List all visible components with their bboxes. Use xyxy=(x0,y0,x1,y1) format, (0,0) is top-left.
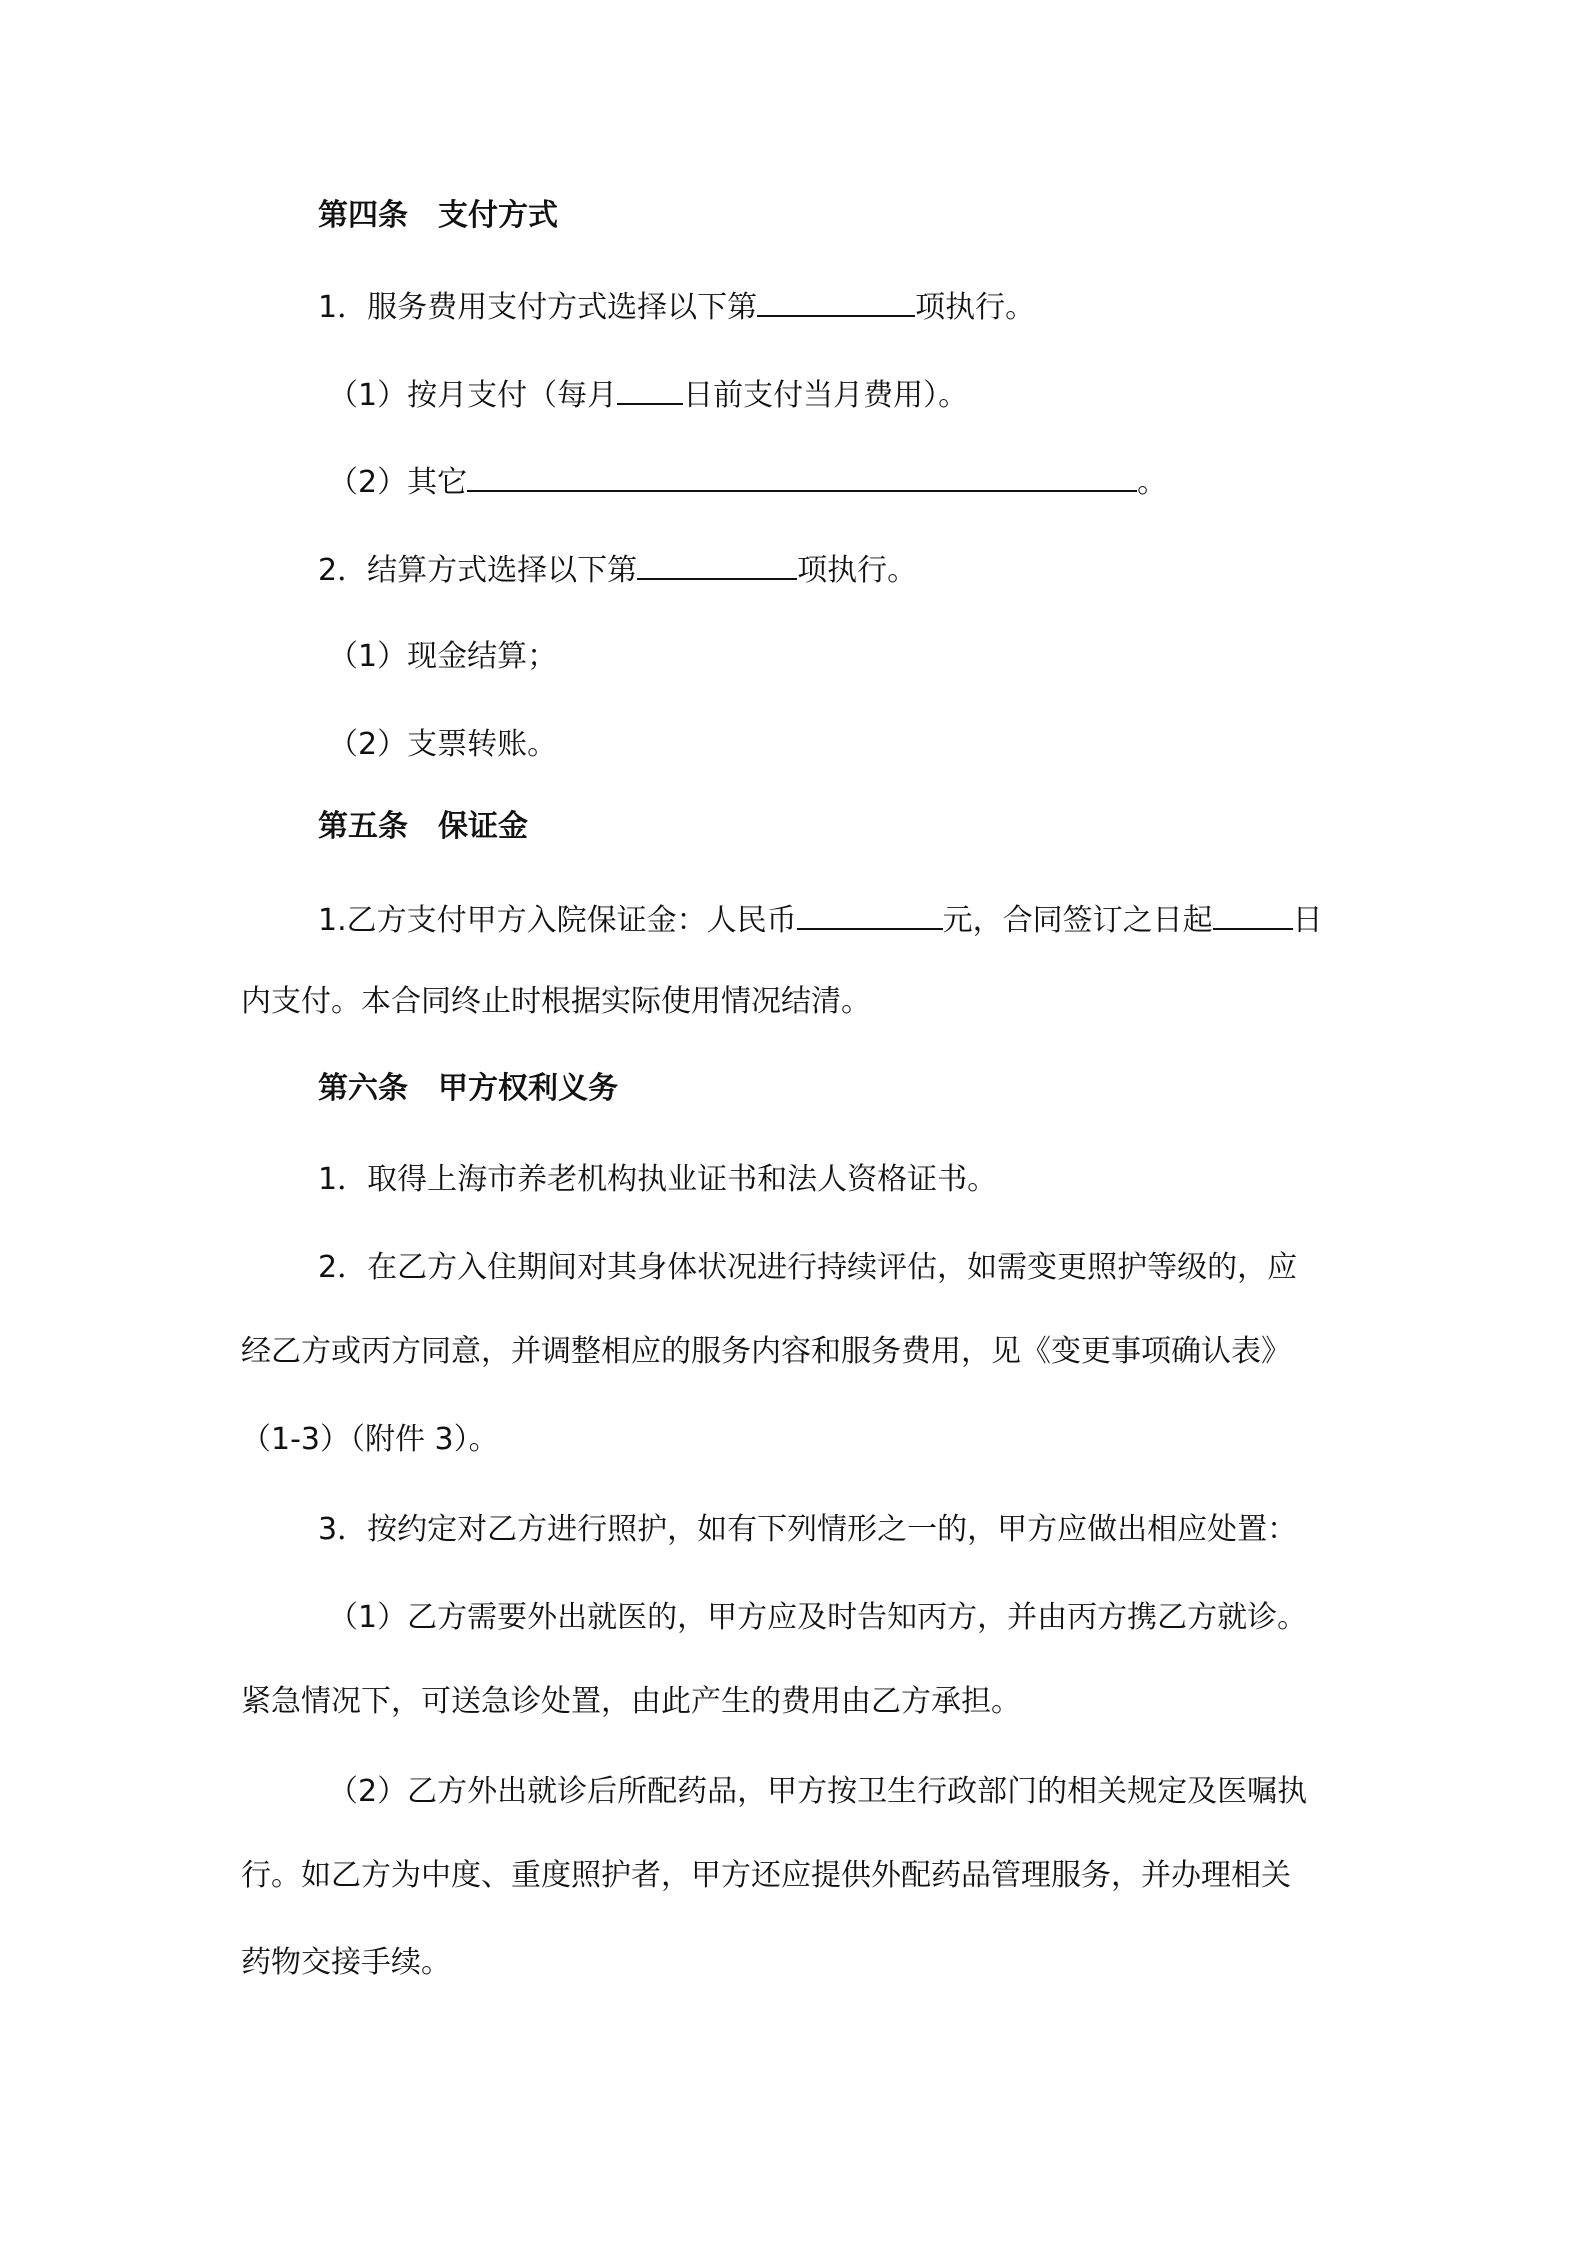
article-6-title: 第六条 甲方权利义务 xyxy=(318,1071,618,1106)
article-4-title: 第四条 支付方式 xyxy=(318,198,558,233)
article-4-option-3: （1）现金结算； xyxy=(328,639,558,674)
article-4-item-1 xyxy=(318,285,1035,330)
text: 日 xyxy=(1292,903,1323,938)
text: 日前支付当月费用）。 xyxy=(683,378,969,413)
article-6-item-2-line-1: 2．在乙方入住期间对其身体状况进行持续评估，如需变更照护等级的，应 xyxy=(318,1250,1298,1285)
article-6-item-2-line-2: 经乙方或丙方同意，并调整相应的服务内容和服务费用，见《变更事项确认表》 xyxy=(241,1334,1291,1369)
fill-blank[interactable] xyxy=(1213,898,1293,930)
article-4-option-2 xyxy=(328,460,1167,505)
article-4-option-4: （2）支票转账。 xyxy=(328,727,558,762)
fill-blank[interactable] xyxy=(467,460,1137,492)
text: 元，合同签订之日起 xyxy=(942,903,1213,938)
article-5-item-1-continued: 内支付。本合同终止时根据实际使用情况结清。 xyxy=(241,984,871,1019)
text: （2）其它 xyxy=(328,465,468,500)
article-6-item-1: 1．取得上海市养老机构执业证书和法人资格证书。 xyxy=(318,1162,998,1197)
fill-blank[interactable] xyxy=(757,285,915,317)
article-6-sub-2-line-1: （2）乙方外出就诊后所配药品，甲方按卫生行政部门的相关规定及医嘱执 xyxy=(328,1774,1308,1809)
text: 1.乙方支付甲方入院保证金：人民币 xyxy=(318,903,797,938)
article-6-item-2-line-3: （1-3）（附件 3）。 xyxy=(241,1422,499,1457)
article-4-option-1 xyxy=(328,373,968,418)
article-6-sub-2-line-2: 行。如乙方为中度、重度照护者，甲方还应提供外配药品管理服务，并办理相关 xyxy=(241,1858,1291,1893)
article-5-item-1 xyxy=(318,898,1323,943)
text: 。 xyxy=(1137,465,1168,500)
article-6-item-3: 3．按约定对乙方进行照护，如有下列情形之一的，甲方应做出相应处置： xyxy=(318,1512,1298,1547)
article-4-item-2 xyxy=(318,548,917,593)
fill-blank[interactable] xyxy=(617,373,683,405)
article-6-sub-1-line-1: （1）乙方需要外出就医的，甲方应及时告知丙方，并由丙方携乙方就诊。 xyxy=(328,1600,1308,1635)
fill-blank[interactable] xyxy=(797,898,943,930)
text: （1）按月支付（每月 xyxy=(328,378,618,413)
fill-blank[interactable] xyxy=(637,548,797,580)
text: 2．结算方式选择以下第 xyxy=(318,553,638,588)
article-6-sub-1-line-2: 紧急情况下，可送急诊处置，由此产生的费用由乙方承担。 xyxy=(241,1684,1021,1719)
article-5-title: 第五条 保证金 xyxy=(318,809,528,844)
text: 项执行。 xyxy=(797,553,918,588)
article-6-sub-2-line-3: 药物交接手续。 xyxy=(241,1945,451,1980)
text: 1．服务费用支付方式选择以下第 xyxy=(318,290,758,325)
text: 项执行。 xyxy=(915,290,1036,325)
